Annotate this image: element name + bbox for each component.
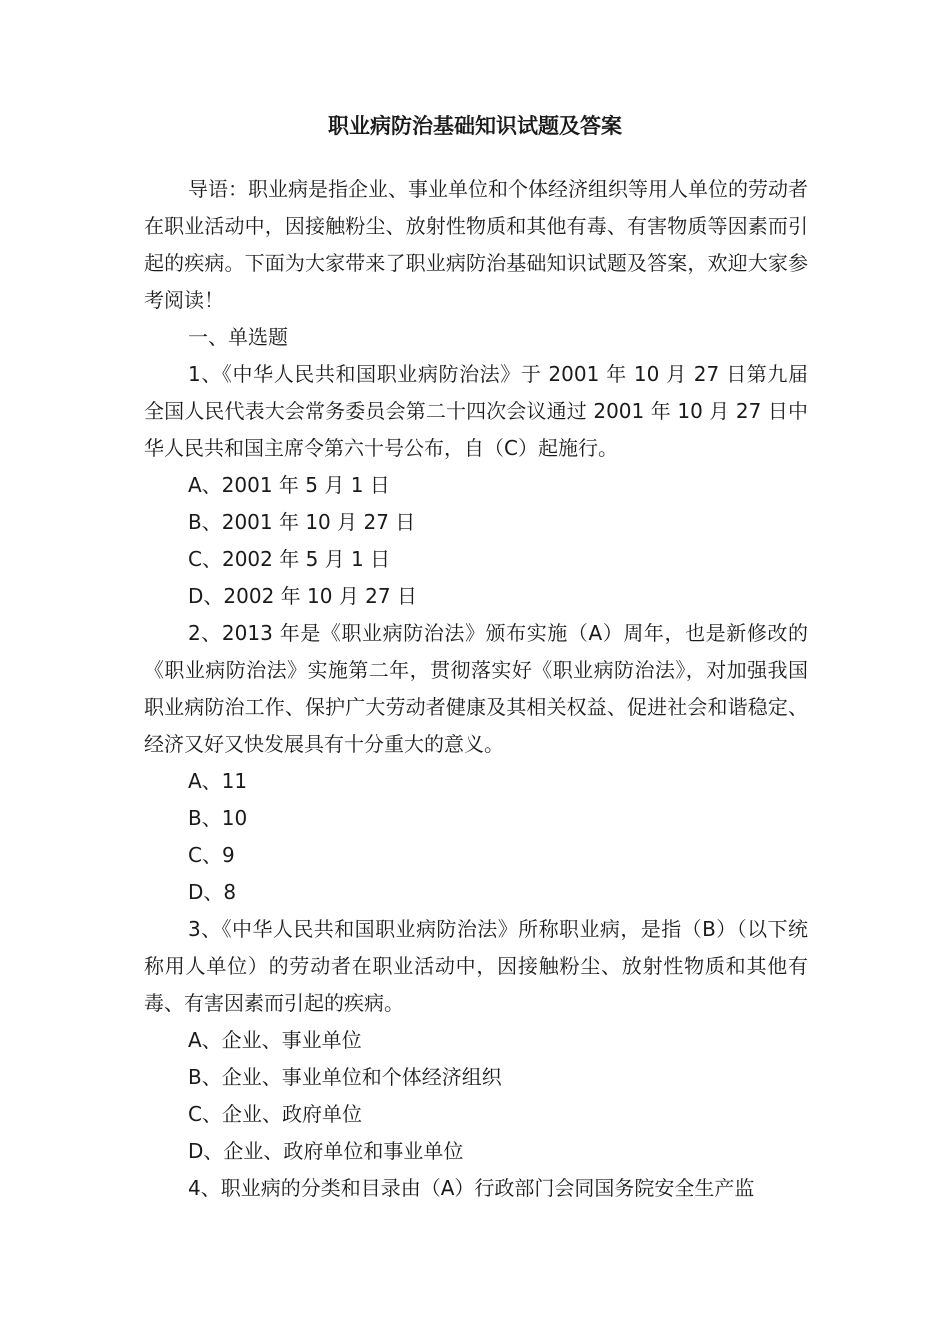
intro-paragraph: 导语：职业病是指企业、事业单位和个体经济组织等用人单位的劳动者在职业活动中，因接触粉尘、放射性物质和其他有毒、有害物质等因素而引起的疾病。下面为大家带来了职业病防治基础知识试题及答案，欢迎大家参考阅读！ (144, 177, 808, 312)
question-2 (144, 615, 808, 911)
option-c: C、9 (188, 843, 235, 867)
question-4 (144, 1170, 808, 1207)
option-a: A、11 (188, 769, 248, 793)
option-c: C、企业、政府单位 (188, 1102, 362, 1126)
option-d: D、企业、政府单位和事业单位 (188, 1139, 464, 1163)
question-text: 4、职业病的分类和目录由（A）行政部门会同国务院安全生产监 (188, 1176, 755, 1200)
option-b: B、2001 年 10 月 27 日 (188, 510, 416, 534)
document-title: 职业病防治基础知识试题及答案 (328, 114, 622, 138)
question-text: 1、《中华人民共和国职业病防治法》于 2001 年 10 月 27 日第九届全国人民代表大会常务委员会第二十四次会议通过 2001 年 10 月 27 日中华人民共和国主席令第六十号公布，自（C）起施行。 (144, 362, 808, 460)
question-text: 2、2013 年是《职业病防治法》颁布实施（A）周年，也是新修改的《职业病防治法》实施第二年，贯彻落实好《职业病防治法》，对加强我国职业病防治工作、保护广大劳动者健康及其相关权益、促进社会和谐稳定、经济又好又快发展具有十分重大的意义。 (144, 621, 808, 756)
question-1 (144, 356, 808, 615)
section-heading: 一、单选题 (188, 325, 288, 349)
option-a: A、2001 年 5 月 1 日 (188, 473, 390, 497)
option-c: C、2002 年 5 月 1 日 (188, 547, 391, 571)
document-body (144, 171, 808, 1207)
question-3 (144, 911, 808, 1170)
option-b: B、企业、事业单位和个体经济组织 (188, 1065, 502, 1089)
option-b: B、10 (188, 806, 248, 830)
option-a: A、企业、事业单位 (188, 1028, 362, 1052)
question-text: 3、《中华人民共和国职业病防治法》所称职业病，是指（B）（以下统称用人单位）的劳动者在职业活动中，因接触粉尘、放射性物质和其他有毒、有害因素而引起的疾病。 (144, 917, 808, 1015)
option-d: D、8 (188, 880, 237, 904)
option-d: D、2002 年 10 月 27 日 (188, 584, 417, 608)
